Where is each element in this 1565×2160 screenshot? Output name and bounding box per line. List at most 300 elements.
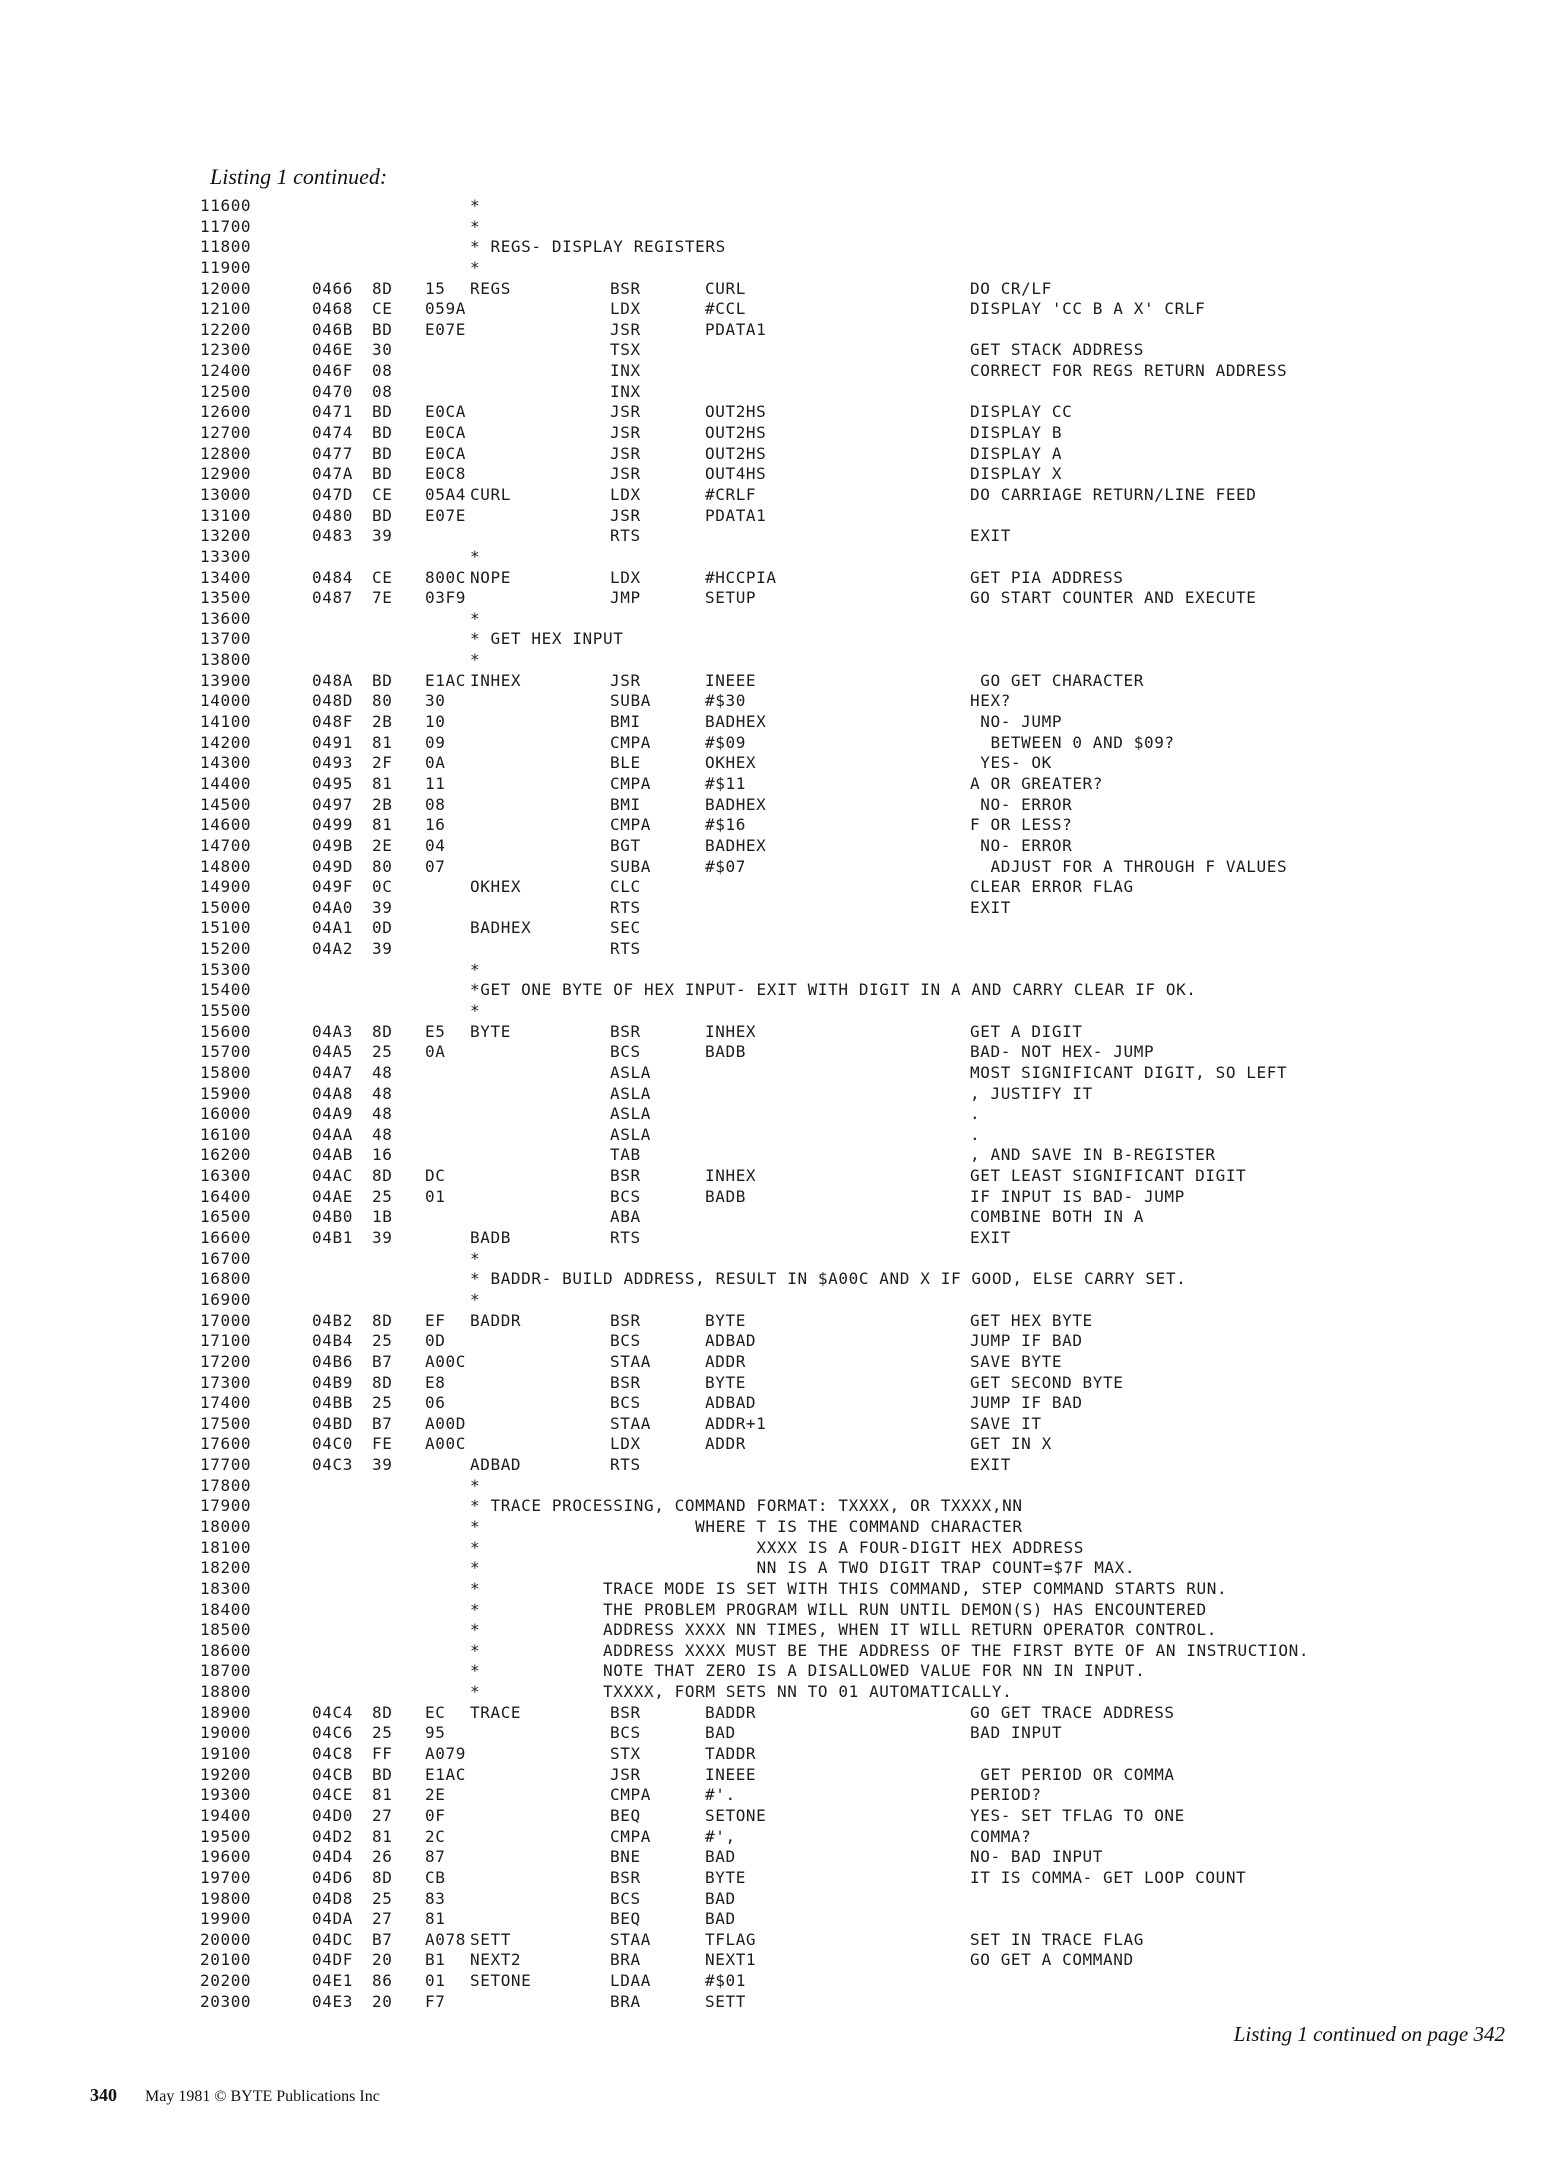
line-number: 16500: [200, 1207, 252, 1227]
label: *: [470, 650, 481, 670]
listing-line: [200, 1538, 1500, 1559]
listing-line: [200, 1331, 1500, 1352]
comment: YES- OK: [970, 753, 1052, 773]
listing-line: [200, 1661, 1500, 1682]
address: 0480: [312, 505, 353, 525]
label: * NN IS A TWO DIGIT TRAP COUNT=$7F MAX.: [470, 1558, 1136, 1578]
listing-line: [200, 1434, 1500, 1455]
mnemonic: CMPA: [610, 732, 651, 752]
comment: F OR LESS?: [970, 815, 1073, 835]
listing-line: [200, 1558, 1500, 1579]
listing-line: [200, 815, 1500, 836]
operand: #CRLF: [705, 484, 757, 504]
comment: GO GET A COMMAND: [970, 1950, 1134, 1970]
line-number: 11700: [200, 216, 252, 236]
line-number: 18900: [200, 1702, 252, 1722]
label: * XXXX IS A FOUR-DIGIT HEX ADDRESS: [470, 1537, 1084, 1557]
listing-line: [200, 299, 1500, 320]
address: 04D8: [312, 1888, 353, 1908]
line-number: 12900: [200, 464, 252, 484]
listing-line: [200, 1723, 1500, 1744]
opcode: 08: [372, 381, 393, 401]
opcode: BD: [372, 505, 393, 525]
label: BADB: [470, 1228, 511, 1248]
opcode: 86: [372, 1971, 393, 1991]
mnemonic: BSR: [610, 1021, 641, 1041]
comment: EXIT: [970, 526, 1011, 546]
operand-bytes: E1AC: [425, 670, 466, 690]
comment: BETWEEN 0 AND $09?: [970, 732, 1175, 752]
comment: DISPLAY 'CC B A X' CRLF: [970, 299, 1206, 319]
comment: NO- ERROR: [970, 835, 1073, 855]
address: 04AA: [312, 1124, 353, 1144]
opcode: 81: [372, 1826, 393, 1846]
comment: GET HEX BYTE: [970, 1310, 1093, 1330]
listing-heading: Listing 1 continued:: [210, 164, 388, 189]
listing-line: [200, 1249, 1500, 1270]
operand-bytes: E5: [425, 1021, 446, 1041]
listing-line: [200, 1104, 1500, 1125]
operand-bytes: 10: [425, 712, 446, 732]
line-number: 18700: [200, 1661, 252, 1681]
listing-line: [200, 1703, 1500, 1724]
mnemonic: BMI: [610, 712, 641, 732]
mnemonic: ASLA: [610, 1062, 651, 1082]
opcode: 2E: [372, 835, 393, 855]
line-number: 11800: [200, 237, 252, 257]
label: *: [470, 959, 481, 979]
operand: #$16: [705, 815, 746, 835]
operand: #$01: [705, 1971, 746, 1991]
address: 04A9: [312, 1104, 353, 1124]
line-number: 16000: [200, 1104, 252, 1124]
mnemonic: STAA: [610, 1351, 651, 1371]
operand-bytes: E0CA: [425, 402, 466, 422]
address: 04A1: [312, 918, 353, 938]
address: 0468: [312, 299, 353, 319]
opcode: 8D: [372, 1867, 393, 1887]
address: 0487: [312, 588, 353, 608]
line-number: 16200: [200, 1145, 252, 1165]
operand: #$09: [705, 732, 746, 752]
comment: SAVE IT: [970, 1413, 1042, 1433]
listing-line: [200, 1084, 1500, 1105]
opcode: 8D: [372, 1702, 393, 1722]
listing-line: [200, 1744, 1500, 1765]
mnemonic: JSR: [610, 402, 641, 422]
label: NEXT2: [470, 1950, 522, 1970]
address: 04C3: [312, 1455, 353, 1475]
mnemonic: CMPA: [610, 1785, 651, 1805]
listing-line: [200, 526, 1500, 547]
operand-bytes: E8: [425, 1372, 446, 1392]
comment: GO GET CHARACTER: [970, 670, 1144, 690]
comment: DISPLAY CC: [970, 402, 1073, 422]
opcode: FF: [372, 1744, 393, 1764]
operand-bytes: 0D: [425, 1331, 446, 1351]
label: CURL: [470, 484, 511, 504]
mnemonic: LDX: [610, 567, 641, 587]
opcode: 39: [372, 939, 393, 959]
operand-bytes: A00C: [425, 1351, 466, 1371]
address: 048A: [312, 670, 353, 690]
operand: OUT2HS: [705, 443, 767, 463]
mnemonic: CLC: [610, 877, 641, 897]
operand: BADHEX: [705, 712, 767, 732]
mnemonic: BEQ: [610, 1909, 641, 1929]
listing-line: [200, 1022, 1500, 1043]
mnemonic: JMP: [610, 588, 641, 608]
listing-line: [200, 1930, 1500, 1951]
comment: DISPLAY A: [970, 443, 1063, 463]
operand: BADB: [705, 1042, 746, 1062]
comment: PERIOD?: [970, 1785, 1042, 1805]
opcode: 20: [372, 1991, 393, 2011]
label: * NOTE THAT ZERO IS A DISALLOWED VALUE FOR NN IN INPUT.: [470, 1661, 1146, 1681]
operand-bytes: DC: [425, 1166, 446, 1186]
line-number: 17700: [200, 1455, 252, 1475]
page-footer: [90, 2085, 380, 2106]
mnemonic: BCS: [610, 1042, 641, 1062]
opcode: 25: [372, 1186, 393, 1206]
mnemonic: CMPA: [610, 773, 651, 793]
listing-line: [200, 609, 1500, 630]
address: 0474: [312, 423, 353, 443]
operand: BAD: [705, 1847, 736, 1867]
label: *: [470, 1000, 481, 1020]
operand: BAD: [705, 1909, 736, 1929]
operand: TADDR: [705, 1744, 757, 1764]
listing-line: [200, 1476, 1500, 1497]
comment: GET PERIOD OR COMMA: [970, 1764, 1175, 1784]
listing-line: [200, 774, 1500, 795]
mnemonic: ABA: [610, 1207, 641, 1227]
operand-bytes: 0F: [425, 1805, 446, 1825]
operand: #CCL: [705, 299, 746, 319]
opcode: CE: [372, 567, 393, 587]
line-number: 12000: [200, 278, 252, 298]
opcode: 27: [372, 1909, 393, 1929]
label: REGS: [470, 278, 511, 298]
address: 0484: [312, 567, 353, 587]
listing-line: [200, 629, 1500, 650]
listing-line: [200, 258, 1500, 279]
address: 04DA: [312, 1909, 353, 1929]
mnemonic: STX: [610, 1744, 641, 1764]
line-number: 19100: [200, 1744, 252, 1764]
opcode: 8D: [372, 278, 393, 298]
line-number: 16800: [200, 1269, 252, 1289]
operand-bytes: 0A: [425, 753, 446, 773]
label: *: [470, 608, 481, 628]
listing-line: [200, 877, 1500, 898]
listing-line: [200, 1042, 1500, 1063]
line-number: 14600: [200, 815, 252, 835]
line-number: 12600: [200, 402, 252, 422]
comment: JUMP IF BAD: [970, 1331, 1083, 1351]
mnemonic: BSR: [610, 1310, 641, 1330]
address: 046F: [312, 361, 353, 381]
mnemonic: BSR: [610, 278, 641, 298]
operand-bytes: 04: [425, 835, 446, 855]
address: 0495: [312, 773, 353, 793]
label: *: [470, 1289, 481, 1309]
opcode: 25: [372, 1723, 393, 1743]
operand-bytes: F7: [425, 1991, 446, 2011]
line-number: 14800: [200, 856, 252, 876]
address: 04A2: [312, 939, 353, 959]
listing-line: [200, 1992, 1500, 2013]
listing-line: [200, 423, 1500, 444]
listing-line: [200, 196, 1500, 217]
operand: OUT2HS: [705, 423, 767, 443]
line-number: 14400: [200, 773, 252, 793]
listing-line: [200, 1145, 1500, 1166]
comment: , AND SAVE IN B-REGISTER: [970, 1145, 1216, 1165]
listing-line: [200, 1765, 1500, 1786]
listing-line: [200, 279, 1500, 300]
mnemonic: JSR: [610, 670, 641, 690]
listing-line: [200, 444, 1500, 465]
comment: BAD- NOT HEX- JUMP: [970, 1042, 1155, 1062]
address: 048F: [312, 712, 353, 732]
line-number: 13300: [200, 546, 252, 566]
line-number: 17200: [200, 1351, 252, 1371]
operand-bytes: 01: [425, 1186, 446, 1206]
label: BADDR: [470, 1310, 522, 1330]
line-number: 15900: [200, 1083, 252, 1103]
line-number: 15600: [200, 1021, 252, 1041]
address: 04C4: [312, 1702, 353, 1722]
comment: NO- BAD INPUT: [970, 1847, 1104, 1867]
address: 04B1: [312, 1228, 353, 1248]
address: 048D: [312, 691, 353, 711]
opcode: BD: [372, 402, 393, 422]
opcode: 2B: [372, 712, 393, 732]
opcode: 2B: [372, 794, 393, 814]
comment: CORRECT FOR REGS RETURN ADDRESS: [970, 361, 1288, 381]
listing-line: [200, 506, 1500, 527]
listing-line: [200, 650, 1500, 671]
mnemonic: TAB: [610, 1145, 641, 1165]
listing-line: [200, 1393, 1500, 1414]
line-number: 19600: [200, 1847, 252, 1867]
opcode: BD: [372, 464, 393, 484]
opcode: BD: [372, 319, 393, 339]
line-number: 15000: [200, 897, 252, 917]
address: 04A8: [312, 1083, 353, 1103]
listing-line: [200, 1352, 1500, 1373]
listing-line: [200, 237, 1500, 258]
listing-line: [200, 1827, 1500, 1848]
operand: BYTE: [705, 1372, 746, 1392]
address: 04DC: [312, 1929, 353, 1949]
listing-line: [200, 1579, 1500, 1600]
comment: IT IS COMMA- GET LOOP COUNT: [970, 1867, 1247, 1887]
label: *: [470, 1248, 481, 1268]
mnemonic: JSR: [610, 319, 641, 339]
label: SETT: [470, 1929, 511, 1949]
address: 046B: [312, 319, 353, 339]
opcode: 81: [372, 815, 393, 835]
line-number: 18600: [200, 1640, 252, 1660]
mnemonic: INX: [610, 381, 641, 401]
label: * TRACE MODE IS SET WITH THIS COMMAND, STEP COMMAND STARTS RUN.: [470, 1578, 1228, 1598]
listing-line: [200, 939, 1500, 960]
mnemonic: JSR: [610, 423, 641, 443]
listing-line: [200, 1641, 1500, 1662]
opcode: 0C: [372, 877, 393, 897]
comment: GO GET TRACE ADDRESS: [970, 1702, 1175, 1722]
address: 04A3: [312, 1021, 353, 1041]
operand-bytes: 01: [425, 1971, 446, 1991]
comment: GET PIA ADDRESS: [970, 567, 1124, 587]
operand-bytes: 08: [425, 794, 446, 814]
operand: SETONE: [705, 1805, 767, 1825]
address: 047D: [312, 484, 353, 504]
operand: #$11: [705, 773, 746, 793]
operand-bytes: A00C: [425, 1434, 466, 1454]
publication-credit: May 1981 © BYTE Publications Inc: [145, 2088, 380, 2105]
operand-bytes: 81: [425, 1909, 446, 1929]
comment: NO- JUMP: [970, 712, 1063, 732]
line-number: 16600: [200, 1228, 252, 1248]
mnemonic: JSR: [610, 443, 641, 463]
opcode: 39: [372, 526, 393, 546]
line-number: 18000: [200, 1517, 252, 1536]
line-number: 15700: [200, 1042, 252, 1062]
operand-bytes: 11: [425, 773, 446, 793]
operand-bytes: 059A: [425, 299, 466, 319]
listing-line: [200, 1600, 1500, 1621]
operand: PDATA1: [705, 505, 767, 525]
line-number: 16900: [200, 1289, 252, 1309]
opcode: 39: [372, 1228, 393, 1248]
opcode: 48: [372, 1124, 393, 1144]
operand-bytes: E0CA: [425, 423, 466, 443]
address: 04CB: [312, 1764, 353, 1784]
address: 049D: [312, 856, 353, 876]
listing-line: [200, 361, 1500, 382]
label: BYTE: [470, 1021, 511, 1041]
line-number: 11600: [200, 196, 252, 215]
address: 046E: [312, 340, 353, 360]
operand: NEXT1: [705, 1950, 757, 1970]
mnemonic: RTS: [610, 897, 641, 917]
opcode: 1B: [372, 1207, 393, 1227]
line-number: 20300: [200, 1991, 252, 2011]
operand-bytes: 15: [425, 278, 446, 298]
operand-bytes: E0C8: [425, 464, 466, 484]
label: * ADDRESS XXXX MUST BE THE ADDRESS OF THE FIRST BYTE OF AN INSTRUCTION.: [470, 1640, 1310, 1660]
listing-line: [200, 857, 1500, 878]
opcode: 26: [372, 1847, 393, 1867]
address: 04AE: [312, 1186, 353, 1206]
opcode: 8D: [372, 1166, 393, 1186]
opcode: 25: [372, 1393, 393, 1413]
line-number: 17600: [200, 1434, 252, 1454]
address: 04AB: [312, 1145, 353, 1165]
mnemonic: ASLA: [610, 1124, 651, 1144]
listing-line: [200, 588, 1500, 609]
listing-line: [200, 795, 1500, 816]
address: 04C8: [312, 1744, 353, 1764]
operand-bytes: 05A4: [425, 484, 466, 504]
comment: EXIT: [970, 1228, 1011, 1248]
line-number: 14200: [200, 732, 252, 752]
line-number: 13600: [200, 608, 252, 628]
operand: #'.: [705, 1785, 736, 1805]
operand: ADDR: [705, 1351, 746, 1371]
comment: .: [970, 1104, 981, 1124]
listing-line: [200, 1806, 1500, 1827]
listing-line: [200, 1950, 1500, 1971]
operand-bytes: A00D: [425, 1413, 466, 1433]
mnemonic: BSR: [610, 1702, 641, 1722]
mnemonic: BNE: [610, 1847, 641, 1867]
comment: GET STACK ADDRESS: [970, 340, 1144, 360]
opcode: 25: [372, 1888, 393, 1908]
mnemonic: LDAA: [610, 1971, 651, 1991]
listing-line: [200, 671, 1500, 692]
address: 0477: [312, 443, 353, 463]
mnemonic: ASLA: [610, 1083, 651, 1103]
address: 04BD: [312, 1413, 353, 1433]
operand-bytes: 09: [425, 732, 446, 752]
operand-bytes: EF: [425, 1310, 446, 1330]
comment: EXIT: [970, 897, 1011, 917]
line-number: 15800: [200, 1062, 252, 1082]
address: 04C0: [312, 1434, 353, 1454]
listing-line: [200, 547, 1500, 568]
comment: GET SECOND BYTE: [970, 1372, 1124, 1392]
mnemonic: BSR: [610, 1372, 641, 1392]
opcode: 30: [372, 340, 393, 360]
line-number: 12500: [200, 381, 252, 401]
label: * GET HEX INPUT: [470, 629, 624, 649]
label: * ADDRESS XXXX NN TIMES, WHEN IT WILL RETURN OPERATOR CONTROL.: [470, 1620, 1217, 1640]
code-listing: [200, 196, 1500, 2012]
address: 0493: [312, 753, 353, 773]
comment: CLEAR ERROR FLAG: [970, 877, 1134, 897]
listing-line: [200, 691, 1500, 712]
operand: BYTE: [705, 1867, 746, 1887]
line-number: 12100: [200, 299, 252, 319]
line-number: 19300: [200, 1785, 252, 1805]
listing-line: [200, 1455, 1500, 1476]
line-number: 12800: [200, 443, 252, 463]
opcode: 48: [372, 1083, 393, 1103]
mnemonic: BCS: [610, 1331, 641, 1351]
address: 0471: [312, 402, 353, 422]
operand: ADBAD: [705, 1393, 757, 1413]
operand-bytes: 03F9: [425, 588, 466, 608]
address: 04A5: [312, 1042, 353, 1062]
line-number: 14300: [200, 753, 252, 773]
line-number: 13000: [200, 484, 252, 504]
comment: DISPLAY B: [970, 423, 1063, 443]
opcode: 8D: [372, 1310, 393, 1330]
operand: TFLAG: [705, 1929, 757, 1949]
operand-bytes: 16: [425, 815, 446, 835]
opcode: 81: [372, 773, 393, 793]
mnemonic: BSR: [610, 1166, 641, 1186]
line-number: 20200: [200, 1971, 252, 1991]
comment: ADJUST FOR A THROUGH F VALUES: [970, 856, 1288, 876]
listing-line: [200, 1001, 1500, 1022]
line-number: 14900: [200, 877, 252, 897]
comment: DO CARRIAGE RETURN/LINE FEED: [970, 484, 1257, 504]
